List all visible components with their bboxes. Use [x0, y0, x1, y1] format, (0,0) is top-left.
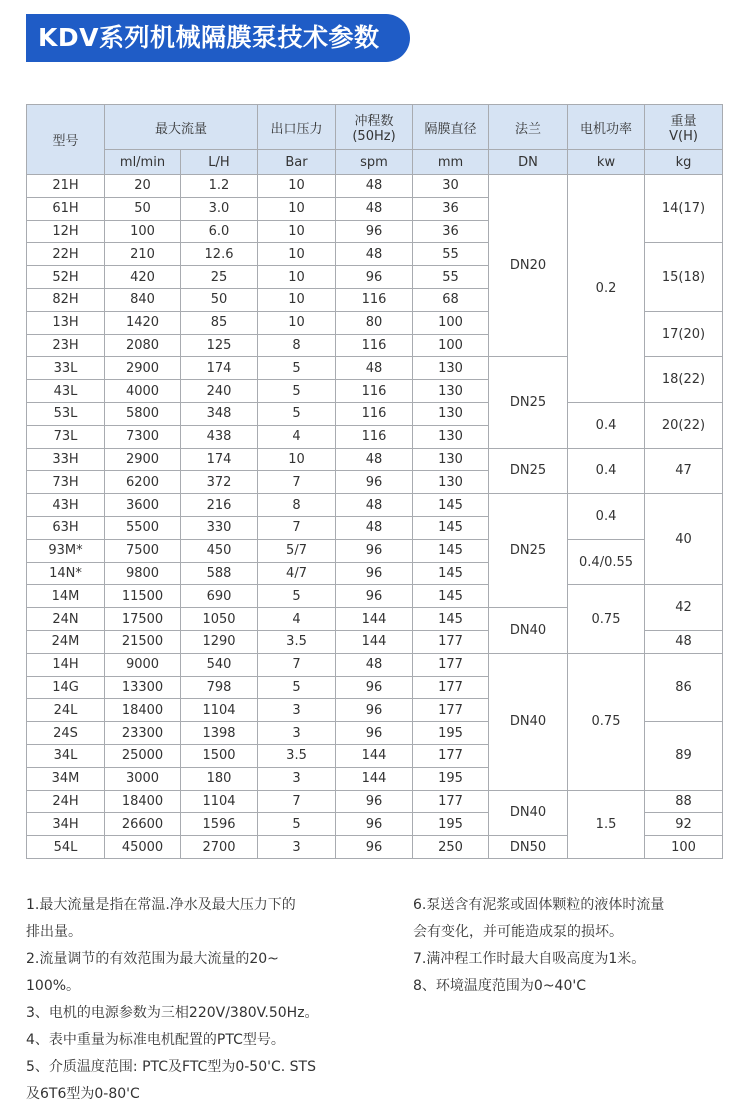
flow-lh-cell: 798 [181, 676, 258, 699]
flow-lh-cell: 174 [181, 357, 258, 380]
diaphragm-cell: 177 [413, 699, 489, 722]
weight-cell: 42 [645, 585, 723, 631]
header-weight-label: 重量 [670, 114, 697, 129]
flow-lh-cell: 216 [181, 494, 258, 517]
model-cell: 14N* [27, 562, 105, 585]
weight-cell: 40 [645, 494, 723, 585]
pressure-cell: 5/7 [258, 539, 336, 562]
pressure-cell: 3 [258, 767, 336, 790]
flow-lh-cell: 1398 [181, 722, 258, 745]
table-row [27, 175, 723, 198]
diaphragm-cell: 145 [413, 539, 489, 562]
model-cell: 12H [27, 220, 105, 243]
flow-lh-cell: 540 [181, 653, 258, 676]
diaphragm-cell: 130 [413, 448, 489, 471]
flange-cell: DN25 [489, 494, 568, 608]
note-line: 4、表中重量为标准电机配置的PTC型号。 [26, 1032, 285, 1048]
model-cell: 24S [27, 722, 105, 745]
stroke-cell: 96 [336, 790, 413, 813]
stroke-cell: 144 [336, 630, 413, 653]
stroke-cell: 96 [336, 220, 413, 243]
stroke-cell: 96 [336, 562, 413, 585]
diaphragm-cell: 250 [413, 836, 489, 859]
motor-cell: 0.4/0.55 [568, 539, 645, 585]
flow-lh-cell: 372 [181, 471, 258, 494]
weight-cell: 100 [645, 836, 723, 859]
model-cell: 43H [27, 494, 105, 517]
model-cell: 14G [27, 676, 105, 699]
unit-kg: kg [645, 150, 723, 175]
model-cell: 14H [27, 653, 105, 676]
model-cell: 73H [27, 471, 105, 494]
stroke-cell: 96 [336, 471, 413, 494]
model-cell: 13H [27, 311, 105, 334]
diaphragm-cell: 177 [413, 630, 489, 653]
flow-ml-cell: 25000 [105, 744, 181, 767]
spec-table [26, 104, 723, 859]
flow-ml-cell: 3600 [105, 494, 181, 517]
flow-ml-cell: 210 [105, 243, 181, 266]
pressure-cell: 10 [258, 175, 336, 198]
model-cell: 34H [27, 813, 105, 836]
flow-ml-cell: 7300 [105, 425, 181, 448]
pressure-cell: 5 [258, 813, 336, 836]
motor-cell: 1.5 [568, 790, 645, 858]
diaphragm-cell: 145 [413, 585, 489, 608]
diaphragm-cell: 100 [413, 311, 489, 334]
pressure-cell: 7 [258, 471, 336, 494]
note-line: 排出量。 [26, 924, 82, 940]
pressure-cell: 5 [258, 585, 336, 608]
stroke-cell: 144 [336, 744, 413, 767]
header-diaphragm: 隔膜直径 [413, 105, 489, 150]
flow-lh-cell: 2700 [181, 836, 258, 859]
flow-lh-cell: 1500 [181, 744, 258, 767]
stroke-cell: 116 [336, 425, 413, 448]
diaphragm-cell: 177 [413, 676, 489, 699]
motor-cell: 0.2 [568, 175, 645, 403]
stroke-cell: 116 [336, 380, 413, 403]
unit-mm: mm [413, 150, 489, 175]
page-title: KDV系列机械隔膜泵技术参数 [26, 14, 410, 62]
pressure-cell: 5 [258, 676, 336, 699]
flow-ml-cell: 420 [105, 266, 181, 289]
diaphragm-cell: 68 [413, 288, 489, 311]
note-line: 5、介质温度范围: PTC及FTC型为0-50'C. STS [26, 1059, 316, 1075]
flow-lh-cell: 330 [181, 516, 258, 539]
flow-ml-cell: 17500 [105, 608, 181, 631]
table-row [27, 790, 723, 813]
flow-ml-cell: 9800 [105, 562, 181, 585]
flow-lh-cell: 25 [181, 266, 258, 289]
flow-lh-cell: 690 [181, 585, 258, 608]
flow-ml-cell: 13300 [105, 676, 181, 699]
flow-ml-cell: 2080 [105, 334, 181, 357]
note-line: 8、环境温度范围为0~40'C [413, 978, 586, 994]
note-line: 100%。 [26, 978, 81, 994]
note-line: 7.满冲程工作时最大自吸高度为1米。 [413, 951, 646, 967]
unit-dn: DN [489, 150, 568, 175]
flow-lh-cell: 3.0 [181, 197, 258, 220]
table-row [27, 448, 723, 471]
flow-ml-cell: 26600 [105, 813, 181, 836]
model-cell: 22H [27, 243, 105, 266]
flow-lh-cell: 50 [181, 288, 258, 311]
model-cell: 63H [27, 516, 105, 539]
stroke-cell: 144 [336, 608, 413, 631]
unit-ml-min: ml/min [105, 150, 181, 175]
flow-ml-cell: 840 [105, 288, 181, 311]
note-line: 2.流量调节的有效范围为最大流量的20~ [26, 951, 279, 967]
pressure-cell: 4/7 [258, 562, 336, 585]
model-cell: 61H [27, 197, 105, 220]
diaphragm-cell: 145 [413, 516, 489, 539]
diaphragm-cell: 145 [413, 608, 489, 631]
weight-cell: 20(22) [645, 402, 723, 448]
stroke-cell: 96 [336, 722, 413, 745]
flow-lh-cell: 1596 [181, 813, 258, 836]
stroke-cell: 48 [336, 494, 413, 517]
unit-kw: kw [568, 150, 645, 175]
flow-ml-cell: 5500 [105, 516, 181, 539]
diaphragm-cell: 55 [413, 266, 489, 289]
model-cell: 24N [27, 608, 105, 631]
motor-cell: 0.4 [568, 448, 645, 494]
model-cell: 53L [27, 402, 105, 425]
flow-ml-cell: 23300 [105, 722, 181, 745]
stroke-cell: 48 [336, 357, 413, 380]
header-max-flow: 最大流量 [105, 105, 258, 150]
stroke-cell: 116 [336, 334, 413, 357]
diaphragm-cell: 145 [413, 494, 489, 517]
pressure-cell: 10 [258, 197, 336, 220]
stroke-cell: 96 [336, 836, 413, 859]
model-cell: 33L [27, 357, 105, 380]
flow-ml-cell: 50 [105, 197, 181, 220]
model-cell: 93M* [27, 539, 105, 562]
flow-ml-cell: 21500 [105, 630, 181, 653]
flow-lh-cell: 1104 [181, 699, 258, 722]
model-cell: 33H [27, 448, 105, 471]
weight-cell: 88 [645, 790, 723, 813]
diaphragm-cell: 195 [413, 767, 489, 790]
model-cell: 24L [27, 699, 105, 722]
pressure-cell: 7 [258, 790, 336, 813]
stroke-cell: 96 [336, 539, 413, 562]
stroke-cell: 116 [336, 288, 413, 311]
flow-lh-cell: 6.0 [181, 220, 258, 243]
header-weight-sub: V(H) [669, 129, 698, 144]
diaphragm-cell: 100 [413, 334, 489, 357]
diaphragm-cell: 55 [413, 243, 489, 266]
stroke-cell: 96 [336, 676, 413, 699]
pressure-cell: 4 [258, 425, 336, 448]
flow-lh-cell: 85 [181, 311, 258, 334]
model-cell: 24H [27, 790, 105, 813]
pressure-cell: 3 [258, 836, 336, 859]
diaphragm-cell: 130 [413, 402, 489, 425]
unit-bar: Bar [258, 150, 336, 175]
diaphragm-cell: 177 [413, 653, 489, 676]
table-row [27, 494, 723, 517]
weight-cell: 14(17) [645, 175, 723, 243]
model-cell: 54L [27, 836, 105, 859]
note-line: 会有变化，并可能造成泵的损坏。 [413, 924, 623, 940]
flow-lh-cell: 12.6 [181, 243, 258, 266]
diaphragm-cell: 130 [413, 357, 489, 380]
flow-ml-cell: 4000 [105, 380, 181, 403]
flow-lh-cell: 438 [181, 425, 258, 448]
header-outlet-pressure: 出口压力 [258, 105, 336, 150]
motor-cell: 0.4 [568, 494, 645, 540]
pressure-cell: 10 [258, 220, 336, 243]
flow-lh-cell: 1104 [181, 790, 258, 813]
model-cell: 34M [27, 767, 105, 790]
flow-lh-cell: 240 [181, 380, 258, 403]
flow-lh-cell: 588 [181, 562, 258, 585]
stroke-cell: 48 [336, 448, 413, 471]
note-line: 及6T6型为0-80'C [26, 1086, 140, 1102]
header-weight [645, 105, 723, 150]
weight-cell: 17(20) [645, 311, 723, 357]
flow-ml-cell: 18400 [105, 699, 181, 722]
pressure-cell: 10 [258, 266, 336, 289]
header-model: 型号 [27, 105, 105, 175]
flange-cell: DN50 [489, 836, 568, 859]
pressure-cell: 4 [258, 608, 336, 631]
header-stroke-hz: (50Hz) [352, 129, 396, 144]
pressure-cell: 5 [258, 357, 336, 380]
table-row [27, 539, 723, 562]
unit-spm: spm [336, 150, 413, 175]
stroke-cell: 48 [336, 653, 413, 676]
weight-cell: 86 [645, 653, 723, 721]
weight-cell: 92 [645, 813, 723, 836]
notes-left [26, 892, 386, 1108]
weight-cell: 89 [645, 722, 723, 790]
flow-ml-cell: 2900 [105, 357, 181, 380]
flange-cell: DN40 [489, 653, 568, 790]
notes-right [413, 892, 733, 1000]
table-row [27, 402, 723, 425]
flange-cell: DN40 [489, 790, 568, 836]
motor-cell: 0.4 [568, 402, 645, 448]
model-cell: 23H [27, 334, 105, 357]
flow-lh-cell: 1050 [181, 608, 258, 631]
diaphragm-cell: 130 [413, 380, 489, 403]
flow-lh-cell: 174 [181, 448, 258, 471]
weight-cell: 15(18) [645, 243, 723, 311]
weight-cell: 47 [645, 448, 723, 494]
diaphragm-cell: 36 [413, 197, 489, 220]
flow-ml-cell: 9000 [105, 653, 181, 676]
pressure-cell: 10 [258, 448, 336, 471]
pressure-cell: 3.5 [258, 630, 336, 653]
model-cell: 82H [27, 288, 105, 311]
header-flange: 法兰 [489, 105, 568, 150]
pressure-cell: 10 [258, 288, 336, 311]
flow-ml-cell: 2900 [105, 448, 181, 471]
model-cell: 24M [27, 630, 105, 653]
motor-cell: 0.75 [568, 653, 645, 790]
stroke-cell: 48 [336, 243, 413, 266]
weight-cell: 18(22) [645, 357, 723, 403]
motor-cell: 0.75 [568, 585, 645, 653]
flow-ml-cell: 3000 [105, 767, 181, 790]
stroke-cell: 96 [336, 699, 413, 722]
header-motor: 电机功率 [568, 105, 645, 150]
model-cell: 43L [27, 380, 105, 403]
table-row [27, 653, 723, 676]
diaphragm-cell: 30 [413, 175, 489, 198]
note-line: 3、电机的电源参数为三相220V/380V.50Hz。 [26, 1005, 319, 1021]
model-cell: 21H [27, 175, 105, 198]
model-cell: 73L [27, 425, 105, 448]
flow-lh-cell: 125 [181, 334, 258, 357]
stroke-cell: 48 [336, 175, 413, 198]
pressure-cell: 8 [258, 494, 336, 517]
flow-lh-cell: 348 [181, 402, 258, 425]
flow-lh-cell: 1290 [181, 630, 258, 653]
flange-cell: DN25 [489, 357, 568, 448]
stroke-cell: 48 [336, 516, 413, 539]
header-stroke [336, 105, 413, 150]
flow-lh-cell: 450 [181, 539, 258, 562]
pressure-cell: 7 [258, 653, 336, 676]
flange-cell: DN40 [489, 608, 568, 654]
flow-ml-cell: 11500 [105, 585, 181, 608]
flow-lh-cell: 180 [181, 767, 258, 790]
weight-cell: 48 [645, 630, 723, 653]
pressure-cell: 7 [258, 516, 336, 539]
pressure-cell: 10 [258, 243, 336, 266]
model-cell: 52H [27, 266, 105, 289]
flow-ml-cell: 100 [105, 220, 181, 243]
flow-ml-cell: 1420 [105, 311, 181, 334]
stroke-cell: 80 [336, 311, 413, 334]
diaphragm-cell: 177 [413, 790, 489, 813]
diaphragm-cell: 36 [413, 220, 489, 243]
flow-lh-cell: 1.2 [181, 175, 258, 198]
flow-ml-cell: 5800 [105, 402, 181, 425]
diaphragm-cell: 195 [413, 813, 489, 836]
pressure-cell: 5 [258, 380, 336, 403]
flow-ml-cell: 45000 [105, 836, 181, 859]
stroke-cell: 96 [336, 585, 413, 608]
pressure-cell: 5 [258, 402, 336, 425]
stroke-cell: 96 [336, 266, 413, 289]
flow-ml-cell: 6200 [105, 471, 181, 494]
table-row [27, 585, 723, 608]
diaphragm-cell: 145 [413, 562, 489, 585]
flange-cell: DN20 [489, 175, 568, 357]
stroke-cell: 96 [336, 813, 413, 836]
stroke-cell: 48 [336, 197, 413, 220]
diaphragm-cell: 130 [413, 471, 489, 494]
flow-ml-cell: 7500 [105, 539, 181, 562]
note-line: 1.最大流量是指在常温.净水及最大压力下的 [26, 897, 296, 913]
stroke-cell: 116 [336, 402, 413, 425]
header-stroke-label: 冲程数 [354, 114, 394, 129]
model-cell: 14M [27, 585, 105, 608]
pressure-cell: 10 [258, 311, 336, 334]
flange-cell: DN25 [489, 448, 568, 494]
pressure-cell: 3 [258, 722, 336, 745]
diaphragm-cell: 130 [413, 425, 489, 448]
pressure-cell: 3.5 [258, 744, 336, 767]
unit-l-h: L/H [181, 150, 258, 175]
pressure-cell: 8 [258, 334, 336, 357]
stroke-cell: 144 [336, 767, 413, 790]
pressure-cell: 3 [258, 699, 336, 722]
diaphragm-cell: 195 [413, 722, 489, 745]
flow-ml-cell: 20 [105, 175, 181, 198]
note-line: 6.泵送含有泥浆或固体颗粒的液体时流量 [413, 897, 665, 913]
diaphragm-cell: 177 [413, 744, 489, 767]
model-cell: 34L [27, 744, 105, 767]
table-body [27, 175, 723, 859]
flow-ml-cell: 18400 [105, 790, 181, 813]
